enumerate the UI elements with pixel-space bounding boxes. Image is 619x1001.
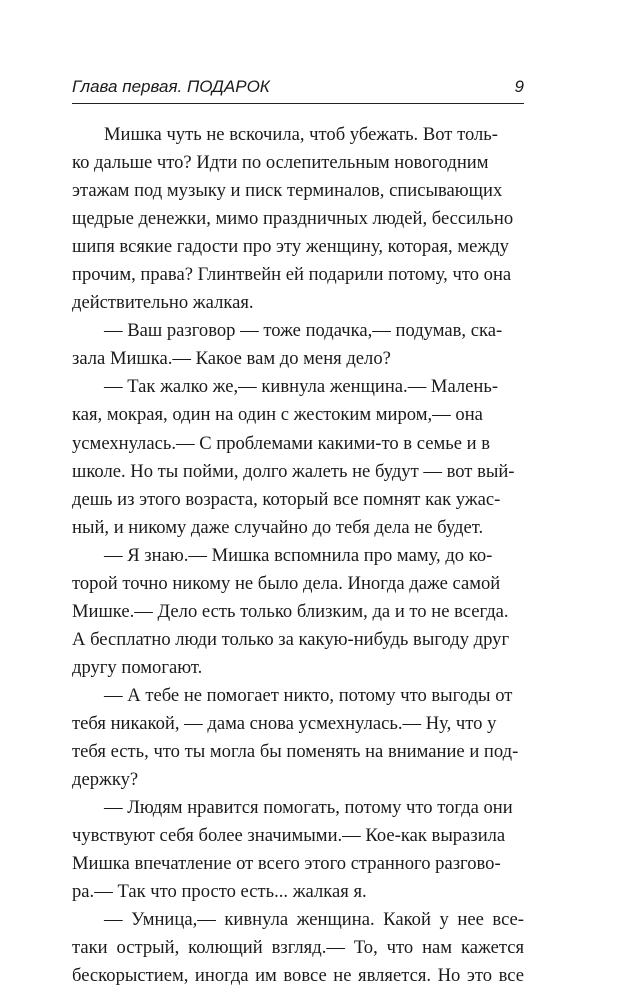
text-line: — Ваш разговор — тоже подачка,— подумав, ска- [104, 320, 503, 342]
text-line: действительно жалкая. [72, 292, 254, 314]
paragraph [72, 373, 524, 541]
text-line: школе. Но ты пойми, долго жалеть не будут — вот вый- [72, 460, 515, 482]
text-line: ный, и никому даже случайно до тебя дела не будет. [72, 516, 484, 538]
text-line: Мишка впечатление от всего этого странного разгово- [72, 853, 501, 875]
text-line: А бесплатно люди только за какую-нибудь выгоду друг [72, 628, 510, 650]
running-header [72, 76, 524, 102]
paragraph [72, 682, 524, 794]
text-line: шипя всякие гадости про эту женщину, которая, между [72, 236, 509, 258]
text-line: — А тебе не помогает никто, потому что выгоды от [104, 684, 513, 706]
text-line: — Людям нравится помогать, потому что тогда они [104, 797, 513, 819]
text-line: бескорыстием, иногда им вовсе не является. Но это все [72, 965, 524, 987]
text-line: Мишка чуть не вскочила, чтоб убежать. Вот толь- [104, 124, 498, 145]
text-line: тебя никакой, — дама снова усмехнулась.— Ну, что у [72, 712, 497, 734]
text-line: чувствуют себя более значимыми.— Кое-как выразила [72, 825, 506, 847]
text-line: — Умница,— кивнула женщина. Какой у нее все- [104, 909, 524, 931]
header-rule [72, 103, 524, 104]
text-line: тебя есть, что ты могла бы поменять на внимание и под- [72, 741, 519, 763]
paragraph [72, 906, 524, 990]
chapter-title: Глава первая. ПОДАРОК [72, 77, 270, 96]
paragraph [72, 542, 524, 682]
paragraph [72, 794, 524, 906]
text-line: этажам под музыку и писк терминалов, списывающих [72, 180, 503, 202]
paragraph [72, 121, 524, 317]
text-line: ко дальше что? Идти по ослепительным новогодним [72, 152, 489, 174]
text-line: торой точно никому не было дела. Иногда даже самой [72, 572, 501, 594]
text-line: Мишке.— Дело есть только близким, да и то не всегда. [72, 600, 509, 622]
text-line: усмехнулась.— С проблемами какими-то в семье и в [72, 432, 490, 454]
text-line: зала Мишка.— Какое вам до меня дело? [72, 348, 391, 370]
text-line: дешь из этого возраста, который все помнят как ужас- [72, 488, 501, 510]
text-line: другу помогают. [72, 656, 203, 678]
text-line: — Я знаю.— Мишка вспомнила про маму, до ко- [104, 544, 493, 566]
text-line: — Так жалко же,— кивнула женщина.— Малень- [104, 376, 499, 398]
text-line: прочим, права? Глинтвейн ей подарили потому, что она [72, 264, 512, 286]
page-number: 9 [514, 77, 524, 96]
paragraph [72, 317, 524, 373]
text-line: держку? [72, 769, 139, 791]
text-line: таки острый, колющий взгляд.— То, что нам кажется [72, 937, 524, 959]
text-line: щедрые денежки, мимо праздничных людей, бессильно [72, 208, 514, 230]
text-line: ра.— Так что просто есть... жалкая я. [72, 881, 367, 903]
body-text [72, 121, 524, 990]
text-line: кая, мокрая, один на один с жестоким миром,— она [72, 404, 483, 426]
